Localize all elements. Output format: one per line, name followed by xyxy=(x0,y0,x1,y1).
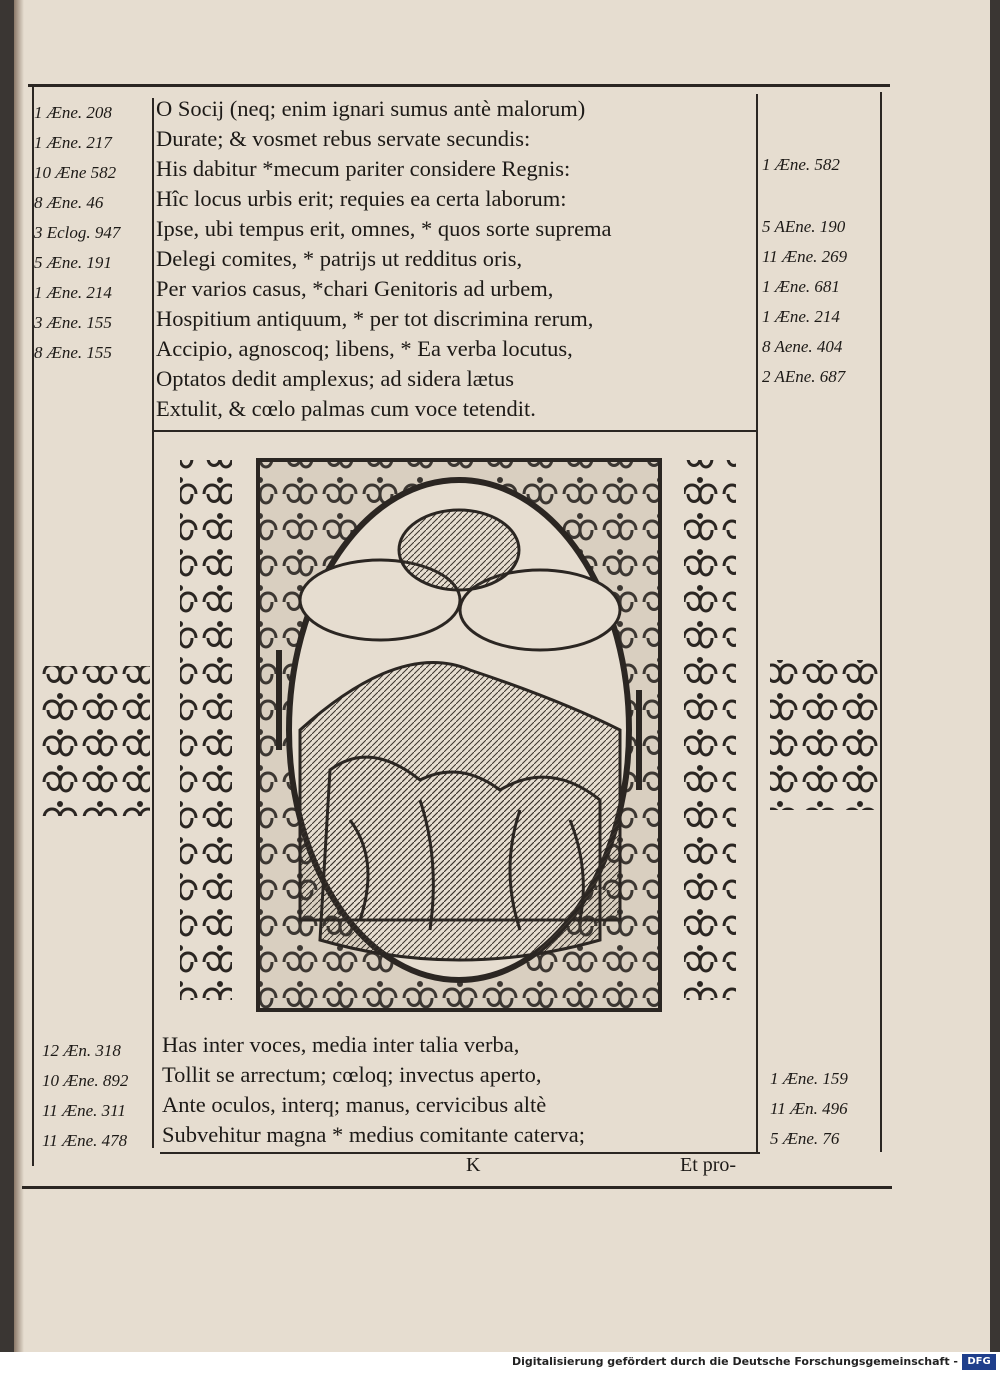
top-rule xyxy=(28,84,890,87)
reference-right: 1 Æne. 582 xyxy=(762,155,840,174)
woodcut-figures-icon xyxy=(258,460,660,1010)
verse-line: Delegi comites, * patrijs ut redditus oris, xyxy=(156,246,523,271)
verse-line: Subvehitur magna * medius comitante caterva; xyxy=(162,1122,585,1147)
verse-line: Accipio, agnoscoq; libens, * Ea verba locutus, xyxy=(156,336,573,361)
reference-left: 1 Æne. 217 xyxy=(34,133,112,152)
funding-notice: Digitalisierung gefördert durch die Deutsche Forschungsgemeinschaft - xyxy=(511,1355,958,1368)
verse-line: O Socij (neq; enim ignari sumus antè malorum) xyxy=(156,96,586,121)
reference-right: 5 AEne. 190 xyxy=(762,217,846,236)
reference-right: 1 Æne. 159 xyxy=(770,1069,848,1088)
verse-line: Hospitium antiquum, * per tot discrimina rerum, xyxy=(156,306,594,331)
reference-left: 11 Æne. 478 xyxy=(42,1131,128,1150)
verse-line: Tollit se arrectum; cœloq; invectus aperto, xyxy=(162,1062,542,1087)
left-vine-ornament xyxy=(180,460,232,1000)
signature-rule xyxy=(160,1152,760,1154)
reference-left: 10 Æne. 892 xyxy=(42,1071,129,1090)
dfg-logo: DFG xyxy=(962,1354,996,1370)
reference-right: 1 Æne. 681 xyxy=(762,277,840,296)
reference-left: 10 Æne 582 xyxy=(34,163,117,182)
right-margin-fleuron xyxy=(770,660,880,810)
reference-left: 1 Æne. 214 xyxy=(34,283,112,302)
verse-line: Optatos dedit amplexus; ad sidera lætus xyxy=(156,366,515,391)
reference-right: 8 Aene. 404 xyxy=(762,337,843,356)
signature-mark: K xyxy=(466,1154,481,1176)
woodcut-illustration-area xyxy=(0,440,1000,1020)
verse-line: Ante oculos, interq; manus, cervicibus altè xyxy=(162,1092,547,1117)
catchword: Et pro- xyxy=(680,1154,737,1176)
reference-left: 12 Æn. 318 xyxy=(42,1041,121,1060)
right-vine-ornament xyxy=(684,460,736,1000)
reference-right: 2 AEne. 687 xyxy=(762,367,846,386)
reference-left: 3 Æne. 155 xyxy=(34,313,112,332)
reference-right: 5 Æne. 76 xyxy=(770,1129,840,1148)
footer-bar xyxy=(0,1352,1000,1374)
illustration-rule xyxy=(152,430,756,432)
reference-left: 1 Æne. 208 xyxy=(34,103,112,122)
reference-right: 11 Æne. 269 xyxy=(762,247,848,266)
reference-left: 5 Æne. 191 xyxy=(34,253,112,272)
reference-left: 3 Eclog. 947 xyxy=(34,223,121,242)
verse-line: His dabitur *mecum pariter considere Regnis: xyxy=(156,156,571,181)
reference-right: 11 Æn. 496 xyxy=(770,1099,848,1118)
verse-line: Durate; & vosmet rebus servate secundis: xyxy=(156,126,531,151)
left-margin-fleuron xyxy=(40,666,150,816)
reference-left: 11 Æne. 311 xyxy=(42,1101,126,1120)
reference-left: 8 Æne. 155 xyxy=(34,343,112,362)
verse-line: Ipse, ubi tempus erit, omnes, * quos sorte suprema xyxy=(156,216,612,241)
verse-line: Has inter voces, media inter talia verba, xyxy=(162,1032,520,1057)
bottom-rule xyxy=(22,1186,892,1189)
verse-line: Extulit, & cœlo palmas cum voce tetendit. xyxy=(156,396,536,421)
reference-right: 1 Æne. 214 xyxy=(762,307,840,326)
verse-line: Per varios casus, *chari Genitoris ad urbem, xyxy=(156,276,554,301)
verse-line: Hîc locus urbis erit; requies ea certa laborum: xyxy=(156,186,567,211)
reference-left: 8 Æne. 46 xyxy=(34,193,104,212)
